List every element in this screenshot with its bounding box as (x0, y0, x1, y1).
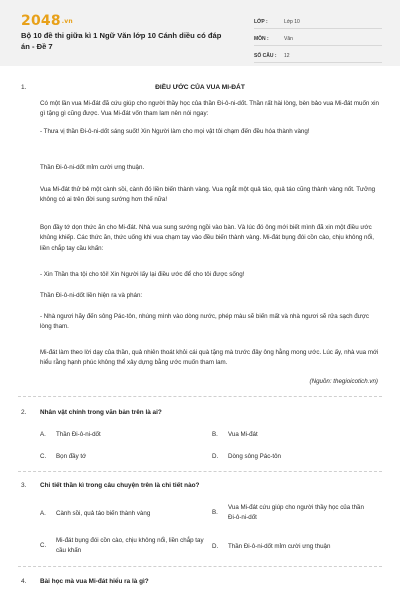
q2-option-b[interactable] (212, 430, 258, 440)
passage-paragraph-3: Thần Đi-ô-ni-dốt mỉm cười ưng thuận. (40, 164, 145, 171)
meta-label-class: LỚP : (254, 19, 268, 25)
question-text-4: Bài học mà vua Mi-đát hiểu ra là gì? (40, 578, 149, 585)
site-logo[interactable] (21, 13, 73, 29)
option-letter: B. (212, 431, 218, 438)
passage-paragraph-6: - Xin Thần tha tội cho tôi! Xin Người lấy lại điều ước để cho tôi được sống! (40, 271, 245, 278)
passage-paragraph-2: - Thưa vị thần Đi-ô-ni-dốt sáng suốt! Xin Người làm cho mọi vật tôi chạm đến đều hóa thành vàng! (40, 128, 310, 135)
document-meta (254, 14, 382, 63)
question-text-3: Chi tiết thần kì trong câu chuyện trên là chi tiết nào? (40, 482, 200, 489)
divider (18, 566, 382, 567)
passage-source: (Nguồn: thegioicotich.vn) (309, 378, 378, 385)
story-title: ĐIỀU ƯỚC CỦA VUA MI-ĐÁT (155, 84, 245, 91)
option-text: Mi-đát bụng đói cồn cào, chịu không nổi, liền chắp tay cầu khấn (56, 537, 204, 554)
option-text: Vua Mi-đát (228, 431, 258, 438)
passage-paragraph-7: Thần Đi-ô-ni-dốt liền hiện ra và phán: (40, 292, 143, 299)
passage-paragraph-1: Có một lần vua Mi-đát đã cứu giúp cho người thầy học của thần Đi-ô-ni-dốt. Thần rất hài lòng, bèn bảo vua Mi-đát muốn xin gì tặng gì cũng được. Vua Mi-đát vốn tham lam nên nói ngay: (40, 100, 379, 118)
meta-value-class: Lớp 10 (284, 19, 300, 25)
meta-row-question-count (254, 48, 382, 63)
passage-paragraph-5: Bọn đầy tớ dọn thức ăn cho Mi-đát. Nhà vua sung sướng ngồi vào bàn. Và lúc đó ông mới biết mình đã xin một điều ước khủng khiếp. Các thức ăn, thức uống khi vua chạm tay vào đều biến thành vàng. Mi-đát bụng đói cồn cào, chịu không nổi, liền chắp tay cầu khấn: (40, 224, 375, 252)
q3-option-b[interactable] (212, 503, 382, 523)
meta-label-subject: MÔN : (254, 36, 269, 42)
option-letter: A. (40, 431, 46, 438)
meta-label-question-count: SỐ CÂU : (254, 53, 277, 59)
q2-option-c[interactable] (40, 452, 86, 462)
logo-suffix: .vn (61, 18, 73, 25)
passage-paragraph-4: Vua Mi-đát thử bẻ một cành sồi, cành đó liền biến thành vàng. Vua ngắt một quả táo, quả táo cũng thành vàng nốt. Tưởng không có ai trên đời sung sướng hơn thế nữa! (40, 186, 376, 204)
page-header (0, 0, 400, 66)
logo-main: 2048 (21, 13, 61, 29)
option-text: Cành sồi, quả táo biến thành vàng (56, 510, 151, 517)
passage-paragraph-8: - Nhà ngươi hãy đến sông Pác-tôn, nhúng mình vào dòng nước, phép màu sẽ biến mất và nhà ngươi sẽ rửa sạch được lòng tham. (40, 313, 369, 331)
q3-option-d[interactable] (212, 542, 330, 552)
option-text: Vua Mi-đát cứu giúp cho người thầy học của thần Đi-ô-ni-dốt (228, 504, 364, 521)
document-body (0, 66, 400, 600)
divider (18, 396, 382, 397)
meta-row-subject (254, 31, 382, 46)
option-letter: B. (212, 509, 218, 516)
question-number-1: 1. (21, 84, 27, 91)
question-number-2: 2. (21, 409, 27, 416)
q2-option-a[interactable] (40, 430, 101, 440)
option-text: Dòng sông Pác-tôn (228, 453, 281, 460)
option-letter: C. (40, 453, 47, 460)
divider (18, 471, 382, 472)
question-number-3: 3. (21, 482, 27, 489)
option-letter: C. (40, 542, 47, 549)
option-letter: A. (40, 510, 46, 517)
document-title: Bộ 10 đề thi giữa kì 1 Ngữ Văn lớp 10 Cánh diều có đáp án - Đề 7 (21, 31, 222, 51)
passage-paragraph-9: Mi-đát làm theo lời dạy của thần, quả nhiên thoát khỏi cái quà tặng mà trước đây ông hằng mong ước. Lúc ấy, nhà vua mới hiểu rằng hạnh phúc không thể xây dựng bằng ước muốn tham lam. (40, 349, 379, 367)
option-text: Bọn đầy tớ (56, 453, 87, 460)
option-text: Thần Đi-ô-ni-dốt (56, 431, 101, 438)
meta-row-class (254, 14, 382, 29)
q3-option-a[interactable] (40, 509, 150, 519)
question-text-2: Nhân vật chính trong văn bản trên là ai? (40, 409, 162, 416)
q3-option-c[interactable] (40, 536, 210, 556)
option-letter: D. (212, 543, 219, 550)
option-text: Thần Đi-ô-ni-dốt mỉm cười ưng thuận (228, 543, 331, 550)
meta-value-question-count: 12 (284, 53, 290, 59)
option-letter: D. (212, 453, 219, 460)
question-number-4: 4. (21, 578, 27, 585)
meta-value-subject: Văn (284, 36, 293, 42)
q2-option-d[interactable] (212, 452, 281, 462)
